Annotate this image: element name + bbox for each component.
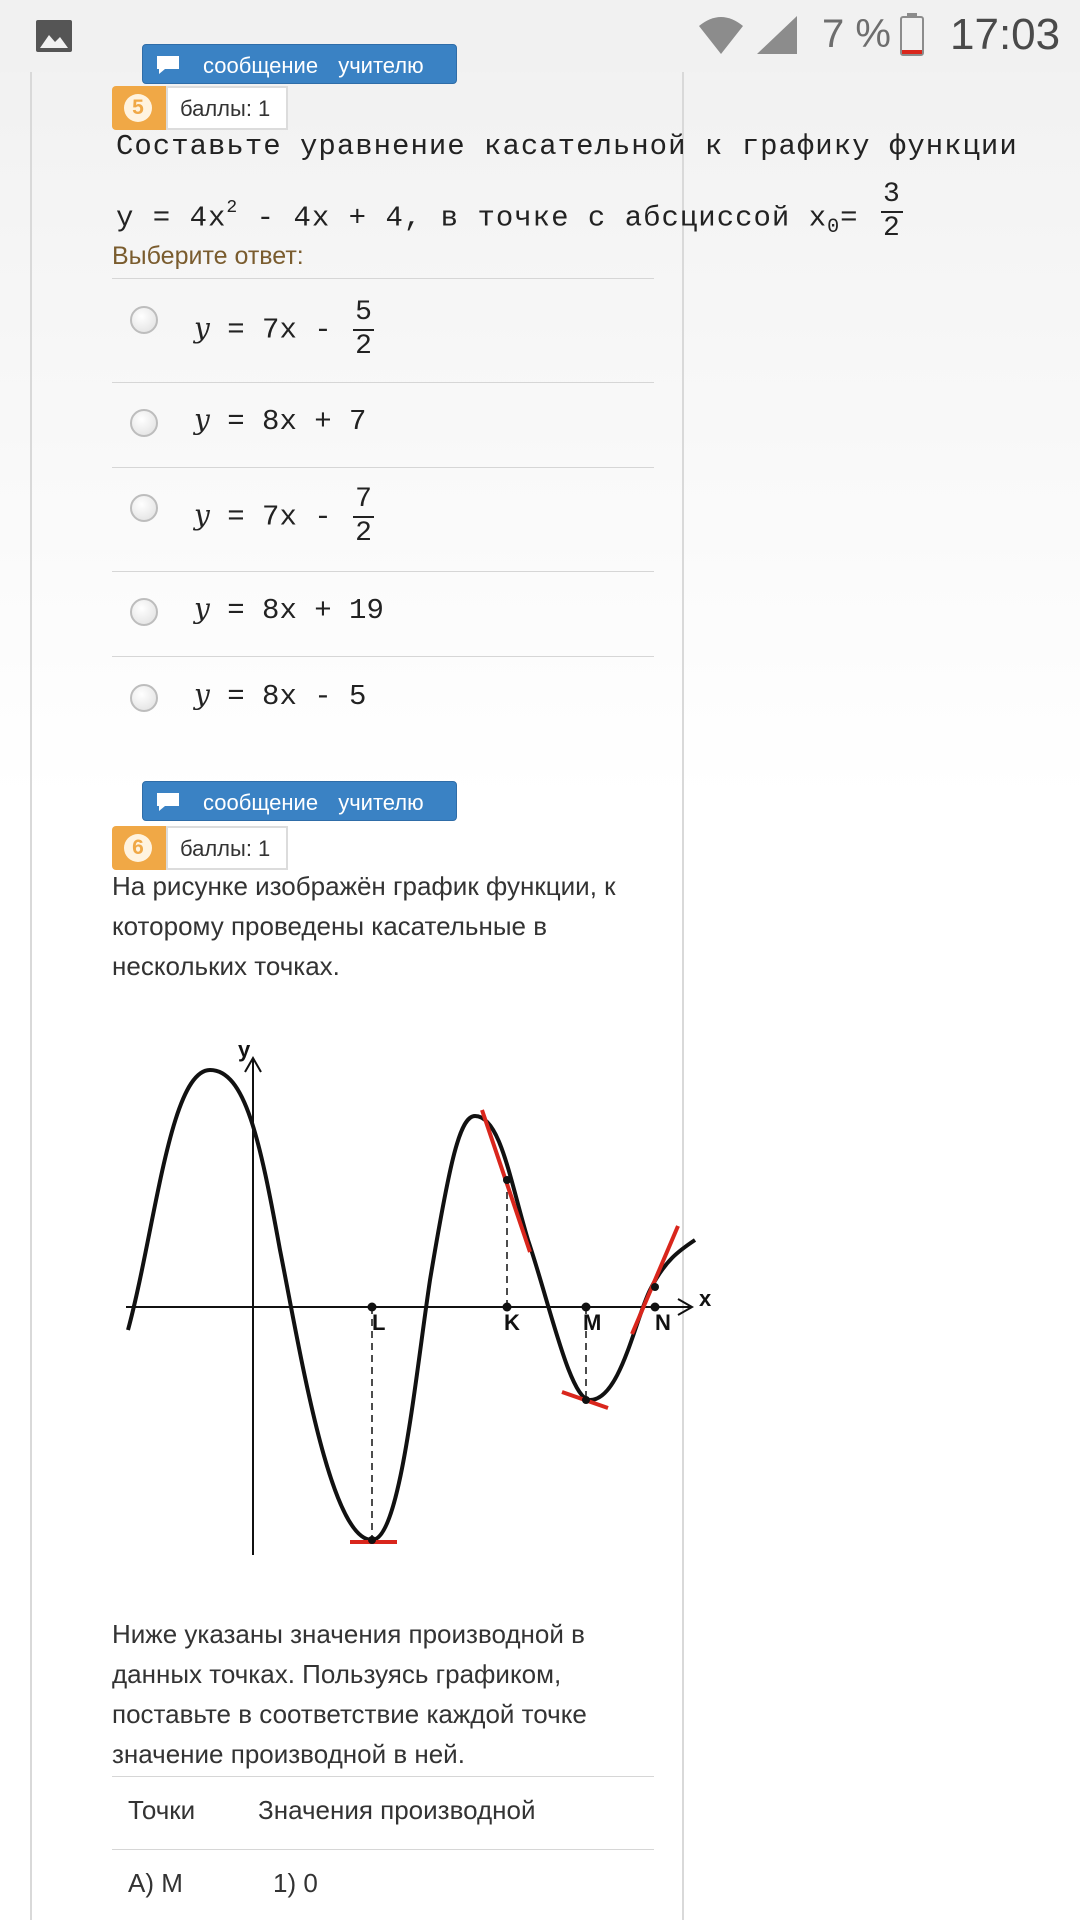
- question-number-badge: [112, 86, 166, 130]
- y-axis-label: y: [238, 1037, 251, 1062]
- question-number: 5: [124, 94, 152, 122]
- table-cell-point: А) M: [128, 1868, 183, 1898]
- battery-percent: 7 %: [822, 12, 891, 56]
- curve-point-n: [651, 1283, 659, 1291]
- answer-option-3[interactable]: y = 7x - $\frac{7}{2}$: [194, 484, 372, 549]
- question-points: баллы: 1: [166, 86, 288, 130]
- answer-option-1[interactable]: y = 7x - $\frac{5}{2}$: [194, 297, 372, 362]
- divider: [112, 467, 654, 468]
- table-header-points: Точки: [128, 1795, 196, 1825]
- clock: 17:03: [950, 10, 1061, 59]
- question-number: 6: [124, 834, 152, 862]
- divider: [112, 278, 654, 279]
- divider: [112, 571, 654, 572]
- question-text: На рисунке изображён график функции, к которому проведены касательные в нескольких точках.: [112, 871, 616, 981]
- table-cell-value: 1) 0: [273, 1868, 318, 1898]
- message-teacher-label: сообщение учителю: [203, 790, 424, 815]
- function-curve: [128, 1070, 695, 1540]
- point-label-m: M: [583, 1310, 602, 1335]
- answer-radio-2[interactable]: [130, 409, 158, 437]
- answer-radio-3[interactable]: [130, 494, 158, 522]
- message-teacher-button[interactable]: [142, 44, 457, 84]
- curve-point-k: [503, 1176, 511, 1184]
- divider: [112, 656, 654, 657]
- signal-icon: [755, 14, 799, 56]
- divider: [112, 382, 654, 383]
- curve-point-m: [582, 1396, 590, 1404]
- function-graph: [110, 1030, 710, 1570]
- battery-icon: [899, 12, 925, 58]
- question-points: баллы: 1: [166, 826, 288, 870]
- answer-option-2[interactable]: y = 8x + 7: [194, 403, 367, 438]
- x-axis-label: x: [699, 1286, 712, 1311]
- question-number-badge: [112, 826, 166, 870]
- choose-answer-label: Выберите ответ:: [112, 242, 304, 270]
- answer-option-4[interactable]: y = 8x + 19: [194, 592, 384, 627]
- divider: [112, 1776, 654, 1777]
- gallery-icon: [34, 16, 74, 56]
- answer-radio-5[interactable]: [130, 684, 158, 712]
- wifi-icon: [697, 14, 745, 56]
- chat-icon: [155, 791, 181, 813]
- point-label-l: L: [372, 1310, 386, 1335]
- curve-point-l: [368, 1536, 376, 1544]
- fraction: $\frac{7}{2}$: [355, 484, 372, 549]
- point-label-n: N: [655, 1310, 671, 1335]
- answer-option-5[interactable]: y = 8x - 5: [194, 678, 367, 713]
- message-teacher-label: сообщение учителю: [203, 53, 424, 78]
- content-border: [682, 72, 684, 1920]
- answer-radio-4[interactable]: [130, 598, 158, 626]
- table-header-values: Значения производной: [258, 1795, 536, 1825]
- message-teacher-button[interactable]: [142, 781, 457, 821]
- question-instructions: Ниже указаны значения производной в данных точках. Пользуясь графиком, поставьте в соответствие каждой точке значение производной в ней.: [112, 1619, 587, 1769]
- chat-icon: [155, 54, 181, 76]
- content-border: [30, 72, 32, 1920]
- fraction: $\frac{3}{2}$: [882, 179, 901, 244]
- fraction: $\frac{5}{2}$: [355, 297, 372, 362]
- question-formula: $y = 4x^2 - 4x + 4$, в точке с абсциссой $x_0=$ $\frac{3}{2}$: [116, 179, 901, 244]
- point-label-k: K: [504, 1310, 520, 1335]
- question-text: Составьте уравнение касательной к графику функции: [116, 130, 1018, 163]
- answer-radio-1[interactable]: [130, 306, 158, 334]
- divider: [112, 1849, 654, 1850]
